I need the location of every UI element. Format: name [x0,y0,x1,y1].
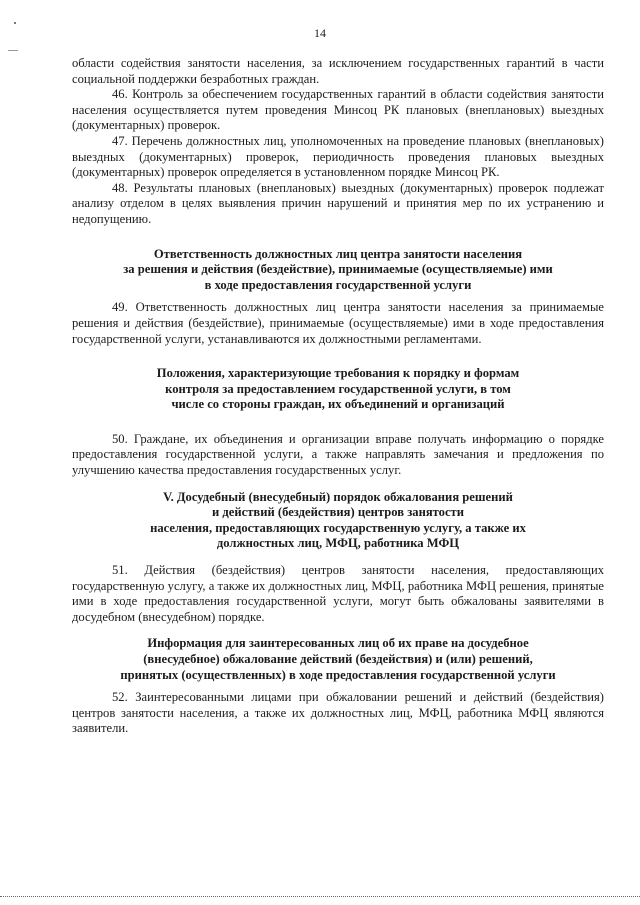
section-heading-responsibility [72,247,604,294]
heading-line: за решения и действия (бездействие), принимаемые (осуществляемые) ими [123,262,553,277]
paragraph-48: 48. Результаты плановых (внеплановых) выездных (документарных) проверок подлежат анализу отделом в целях выявления причин нарушений и принятия мер по их устранению и недопущению. [72,180,604,226]
spacer [72,479,604,490]
heading-line: в ходе предоставления государственной услуги [204,277,472,292]
heading-line: и действий (бездействия) центров занятости [212,505,464,520]
heading-line: Информация для заинтересованных лиц об их праве на досудебное [147,636,529,651]
section-heading-control-requirements [72,366,604,413]
paragraph-51: 51. Действия (бездействия) центров занятости населения, предоставляющих государственную услугу, а также их должностных лиц, МФЦ, работника МФЦ решения, принятые ими в ходе предоставления государственной услуги, могут быть обжалованы заявителями в досудебном (внесудебном) порядке. [72,563,604,624]
heading-line: Ответственность должностных лиц центра занятости населения [153,246,523,261]
heading-line: принятых (осуществленных) в ходе предоставления государственной услуги [120,667,556,682]
spacer [72,228,604,247]
spacer [72,347,604,366]
heading-line: должностных лиц, МФЦ, работника МФЦ [216,536,460,551]
spacer [72,293,604,300]
spacer [72,552,604,563]
paragraph-49: 49. Ответственность должностных лиц центра занятости населения за принимаемые решения и действия (бездействие), принимаемые (осуществляемые) ими в ходе предоставления государственной услуги, устанавливаются их должностными регламентами. [72,300,604,346]
heading-line: V. Досудебный (внесудебный) порядок обжалования решений [163,489,513,504]
paragraph-46: 46. Контроль за обеспечением государственных гарантий в области содействия занятости населения осуществляется путем проведения Минсоц РК плановых (внеплановых) выездных (документарных) проверок. [72,87,604,133]
scan-mark [8,50,18,51]
heading-line: Положения, характеризующие требования к порядку и формам [156,366,520,381]
heading-line: населения, предоставляющих государственную услугу, а также их [150,520,526,535]
spacer [72,625,604,636]
paragraph-52: 52. Заинтересованными лицами при обжаловании решений и действий (бездействия) центров занятости населения, а также их должностных лиц, МФЦ, работника МФЦ являются заявители. [72,690,604,736]
paragraph-continuation: области содействия занятости населения, за исключением государственных гарантий в части социальной поддержки безработных граждан. [72,56,604,86]
heading-line: (внесудебное) обжалование действий (бездействия) и (или) решений, [143,652,533,666]
heading-line: контроля за предоставлением государственной услуги, в том [165,381,511,396]
section-heading-appeal-rights [72,636,604,683]
paragraph-47: 47. Перечень должностных лиц, уполномоченных на проведение плановых (внеплановых) выездных (документарных) проверок, периодичность проведения плановых выездных (документарных) проверок определяется в установленном порядке Минсоц РК. [72,133,604,180]
paragraph-50: 50. Граждане, их объединения и организации вправе получать информацию о порядке предоставления государственной услуги, а также направлять замечания и предложения по улучшению качества предоставления государственных услуг. [72,431,604,478]
scan-mark [14,22,16,24]
spacer [72,413,604,432]
spacer [72,683,604,690]
heading-line: числе со стороны граждан, их объединений и организаций [171,397,505,412]
page-number: 14 [314,26,326,40]
section-heading-appeal-procedure [72,490,604,552]
document-body [72,56,604,737]
page-bottom-rule [0,896,640,897]
